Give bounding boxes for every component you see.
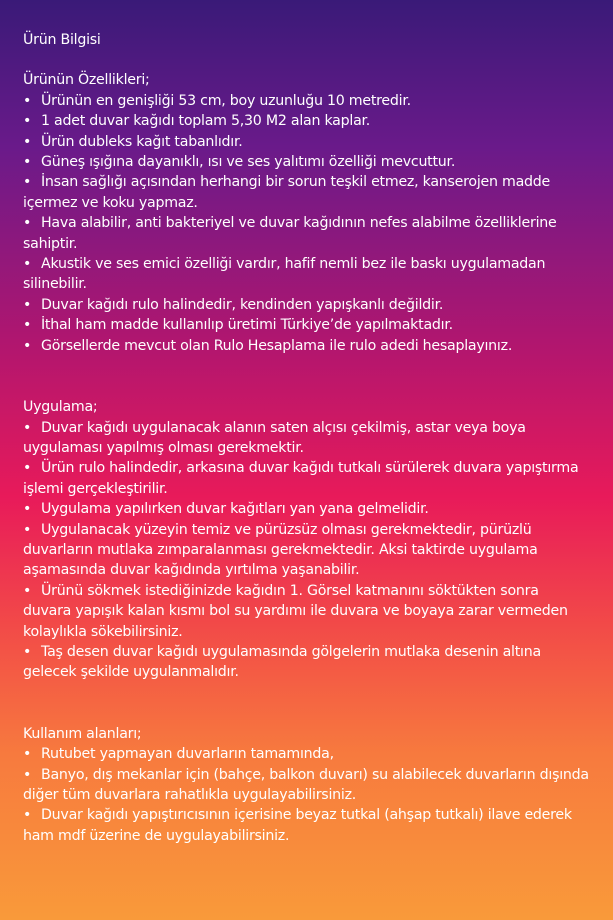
bullet-icon: • <box>23 807 32 824</box>
list-item: • 1 adet duvar kağıdı toplam 5,30 M2 alan kaplar. <box>23 111 591 131</box>
bullet-icon: • <box>23 92 32 109</box>
bullet-icon: • <box>23 643 32 660</box>
list-item: • Akustik ve ses emici özelliği vardır, hafif nemli bez ile baskı uygulamadan silinebilir. <box>23 256 546 293</box>
bullet-icon: • <box>23 154 32 171</box>
list-item: • Banyo, dış mekanlar için (bahçe, balkon duvarı) su alabilecek duvarların dışında diğer tüm duvarlara rahatlıkla uygulayabilirsiniz. <box>23 766 589 803</box>
section-spacer <box>23 356 591 397</box>
list-item: • Güneş ışığına dayanıklı, ısı ve ses yalıtımı özelliği mevcuttur. <box>23 152 591 172</box>
list-item: • Ürün dubleks kağıt tabanlıdır. <box>23 132 591 152</box>
list-item: • Hava alabilir, anti bakteriyel ve duvar kağıdının nefes alabilme özelliklerine sahiptir. <box>23 215 557 252</box>
bullet-icon: • <box>23 256 32 273</box>
list-item: • Rutubet yapmayan duvarların tamamında, <box>23 744 591 764</box>
features-list <box>23 91 591 356</box>
list-item: • Taş desen duvar kağıdı uygulamasında gölgelerin mutlaka desenin altına gelecek şekilde uygulanmalıdır. <box>23 643 541 681</box>
usage-areas-section <box>23 724 591 846</box>
bullet-icon: • <box>23 317 32 334</box>
list-item: • Duvar kağıdı rulo halindedir, kendinden yapışkanlı değildir. <box>23 295 591 315</box>
list-item: • Uygulama yapılırken duvar kağıtları yan yana gelmelidir. <box>23 499 591 519</box>
bullet-icon: • <box>23 582 32 599</box>
bullet-icon: • <box>23 521 32 538</box>
bullet-icon: • <box>23 337 32 354</box>
bullet-icon: • <box>23 113 32 130</box>
usage-areas-list <box>23 744 591 846</box>
list-item: • İnsan sağlığı açısından herhangi bir sorun teşkil etmez, kanserojen madde içermez ve koku yapmaz. <box>23 174 551 211</box>
list-item: • Görsellerde mevcut olan Rulo Hesaplama ile rulo adedi hesaplayınız. <box>23 336 591 356</box>
bullet-icon: • <box>23 460 32 477</box>
application-section <box>23 397 591 683</box>
page-title: Ürün Bilgisi <box>23 32 101 48</box>
bullet-icon: • <box>23 133 32 150</box>
bullet-icon: • <box>23 419 32 436</box>
bullet-icon: • <box>23 766 32 783</box>
application-list <box>23 418 591 683</box>
list-item: • Ürün rulo halindedir, arkasına duvar kağıdı tutkalı sürülerek duvara yapıştırma işlemi gerçekleştirilir. <box>23 460 579 497</box>
features-heading: Ürünün Özellikleri; <box>23 72 150 89</box>
usage-areas-heading: Kullanım alanları; <box>23 725 142 742</box>
bullet-icon: • <box>23 174 32 191</box>
list-item: • Duvar kağıdı uygulanacak alanın saten alçısı çekilmiş, astar veya boya uygulaması yapılmış olması gerekmektir. <box>23 419 526 456</box>
bullet-icon: • <box>23 296 32 313</box>
bullet-icon: • <box>23 215 32 232</box>
list-item: • Uygulanacak yüzeyin temiz ve pürüzsüz olması gerekmektedir, pürüzlü duvarların mutlaka zımparalanması gerekmektedir. Aksi taktirde uygulama aşamasında duvar kağıdında yırtılma yaşanabilir. <box>23 521 538 579</box>
features-section <box>23 70 591 356</box>
section-spacer <box>23 683 591 724</box>
bullet-icon: • <box>23 746 32 763</box>
application-heading: Uygulama; <box>23 399 98 416</box>
list-item: • Duvar kağıdı yapıştırıcısının içerisine beyaz tutkal (ahşap tutkalı) ilave ederek ham mdf üzerine de uygulayabilirsiniz. <box>23 807 572 844</box>
list-item: • İthal ham madde kullanılıp üretimi Türkiye’de yapılmaktadır. <box>23 315 591 335</box>
list-item: • Ürünü sökmek istediğinizde kağıdın 1. Görsel katmanını söktükten sonra duvara yapışık kalan kısmı bol su yardımı ile duvara ve boyaya zarar vermeden kolaylıkla sökebilirsiniz. <box>23 582 568 640</box>
bullet-icon: • <box>23 501 32 518</box>
list-item: • Ürünün en genişliği 53 cm, boy uzunluğu 10 metredir. <box>23 91 591 111</box>
